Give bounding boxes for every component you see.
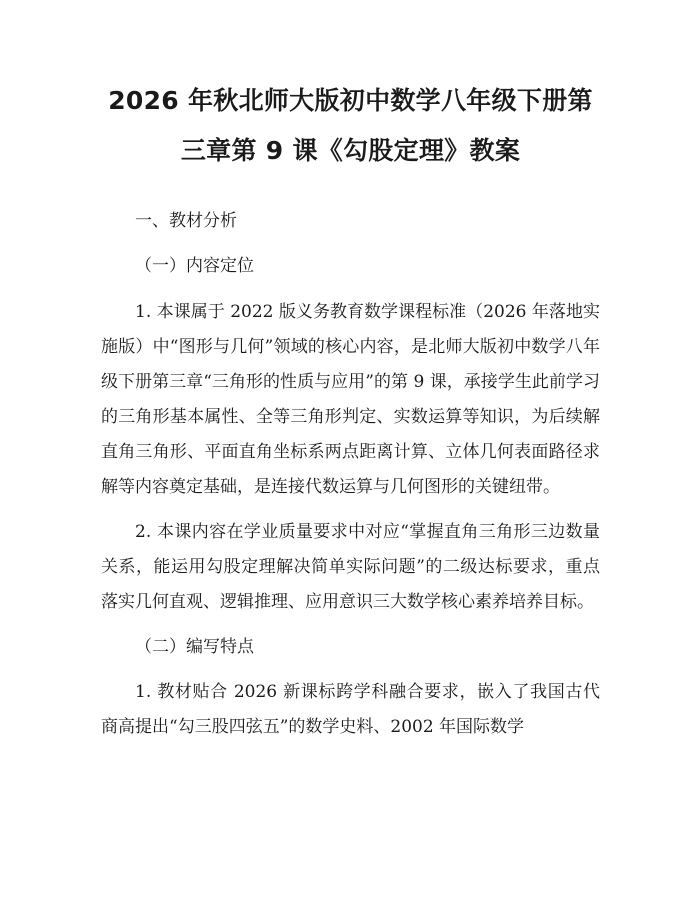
paragraph: 2. 本课内容在学业质量要求中对应“掌握直角三角形三边数量关系，能运用勾股定理解决简单实际问题”的二级达标要求，重点落实几何直观、逻辑推理、应用意识三大数学核心素养培养目标。: [101, 522, 600, 612]
paragraph: 1. 本课属于 2022 版义务教育数学课程标准（2026 年落地实施版）中“图形与几何”领域的核心内容，是北师大版初中数学八年级下册第三章“三角形的性质与应用”的第 9 课，承接学生此前学习的三角形基本属性、全等三角形判定、实数运算等知识，为后续解直角三角形、平面直角坐标系两点距离计算、立体几何表面路径求解等内容奠定基础，是连接代数运算与几何图形的关键纽带。: [101, 302, 600, 497]
document-title: 2026 年秋北师大版初中数学八年级下册第三章第 9 课《勾股定理》教案: [108, 86, 593, 165]
section-heading: 一、教材分析: [135, 211, 237, 231]
subsection-heading: （一）内容定位: [135, 256, 254, 276]
subsection-heading: （二）编写特点: [135, 637, 254, 657]
document-body: [101, 204, 600, 745]
paragraph: 1. 教材贴合 2026 新课标跨学科融合要求，嵌入了我国古代商高提出“勾三股四弦五”的数学史料、2002 年国际数学: [101, 682, 600, 737]
